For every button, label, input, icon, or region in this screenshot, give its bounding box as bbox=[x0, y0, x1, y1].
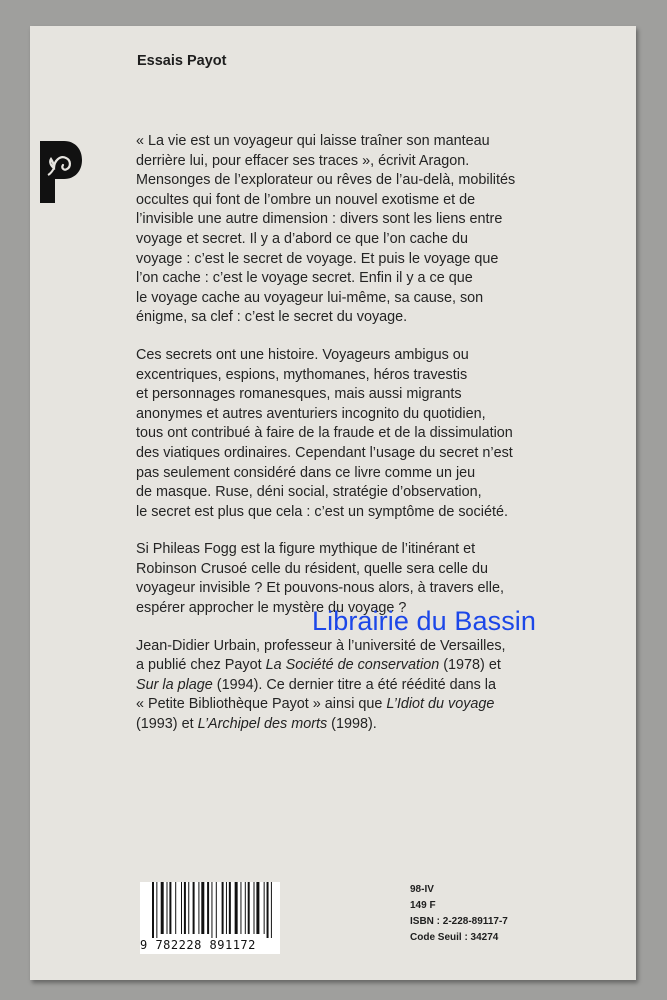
barcode-bar bbox=[271, 882, 272, 938]
barcode-bar bbox=[161, 882, 164, 934]
barcode-bar bbox=[248, 882, 250, 934]
text-segment: (1978) et bbox=[439, 657, 501, 674]
barcode-bar bbox=[229, 882, 231, 934]
text-line: voyageur invisible ? Et pouvons-nous alors, à travers elle, bbox=[136, 580, 504, 597]
text-line: Robinson Crusoé celle du résident, quelle sera celle du bbox=[136, 560, 488, 577]
barcode-bar bbox=[254, 882, 255, 934]
barcode-bar bbox=[240, 882, 241, 934]
text-line: l’on cache : c’est le voyage secret. Enfin il y a ce que bbox=[136, 270, 473, 287]
barcode bbox=[140, 882, 280, 954]
barcode-bar bbox=[167, 882, 168, 934]
edition-code: 98-IV bbox=[410, 884, 434, 895]
text-line bbox=[136, 656, 566, 676]
text-line: pas seulement considéré dans ce livre comme un jeu bbox=[136, 464, 476, 481]
price: 149 F bbox=[410, 900, 436, 911]
barcode-bar bbox=[235, 882, 238, 934]
barcode-bar bbox=[256, 882, 259, 934]
book-title: La Société de conservation bbox=[265, 657, 440, 674]
book-back-cover bbox=[30, 26, 636, 980]
barcode-bar bbox=[198, 882, 199, 934]
barcode-bar bbox=[169, 882, 171, 934]
barcode-bar bbox=[201, 882, 204, 934]
text-line: le voyage cache au voyageur lui-même, sa cause, son bbox=[136, 289, 484, 306]
text-segment: « Petite Bibliothèque Payot » ainsi que bbox=[136, 696, 387, 713]
text-segment: (1998). bbox=[327, 716, 377, 733]
barcode-bar bbox=[267, 882, 269, 938]
barcode-bar bbox=[184, 882, 186, 934]
text-segment: Jean-Didier Urbain, professeur à l’université de Versailles, bbox=[136, 637, 506, 654]
barcode-bar bbox=[207, 882, 209, 934]
book-title: L’Archipel des morts bbox=[197, 716, 328, 733]
text-line: excentriques, espions, mythomanes, héros travestis bbox=[136, 366, 468, 383]
text-line: tous ont contribué à faire de la fraude et de la dissimulation bbox=[136, 425, 513, 442]
text-segment: (1993) et bbox=[136, 716, 198, 733]
barcode-bar bbox=[222, 882, 224, 934]
payot-p-logo-icon bbox=[40, 141, 82, 203]
watermark-text: Librairie du Bassin bbox=[312, 606, 537, 636]
text-line: espérer approcher le mystère du voyage ? bbox=[136, 600, 407, 617]
barcode-bars bbox=[140, 882, 280, 940]
barcode-bar bbox=[264, 882, 265, 934]
barcode-bar bbox=[193, 882, 195, 934]
text-line: énigme, sa clef : c’est le secret du voyage. bbox=[136, 309, 408, 326]
blurb-text bbox=[136, 132, 566, 753]
text-line: des viatiques ordinaires. Cependant l’usage du secret n’est bbox=[136, 444, 513, 461]
text-line: « La vie est un voyageur qui laisse traîner son manteau bbox=[136, 133, 490, 149]
book-title: L’Idiot du voyage bbox=[386, 696, 495, 713]
barcode-bar bbox=[181, 882, 182, 934]
barcode-bar bbox=[211, 882, 212, 938]
author-paragraph bbox=[136, 637, 566, 735]
text-line: voyage : c’est le secret de voyage. Et puis le voyage que bbox=[136, 250, 499, 267]
text-line: Mensonges de l’explorateur ou rêves de l’au-delà, mobilités bbox=[136, 172, 516, 189]
text-line bbox=[136, 637, 566, 657]
series-title: Essais Payot bbox=[137, 53, 227, 69]
barcode-bar bbox=[226, 882, 227, 934]
text-line: Ces secrets ont une histoire. Voyageurs ambigus ou bbox=[136, 346, 469, 363]
text-segment: (1994). Ce dernier titre a été réédité dans la bbox=[212, 676, 496, 693]
barcode-bar bbox=[245, 882, 246, 934]
text-line: l’invisible une autre dimension : divers sont les liens entre bbox=[136, 211, 503, 228]
isbn: ISBN : 2-228-89117-7 bbox=[410, 916, 508, 927]
barcode-bar bbox=[175, 882, 176, 934]
book-title: Sur la plage bbox=[136, 676, 213, 693]
paragraph-2 bbox=[136, 346, 566, 522]
text-line: le secret est plus que cela : c’est un symptôme de société. bbox=[136, 503, 508, 520]
text-line bbox=[136, 715, 566, 735]
paragraph-1 bbox=[136, 132, 566, 328]
text-line bbox=[136, 695, 566, 715]
text-line: occultes qui font de l’ombre un nouvel exotisme et de bbox=[136, 191, 476, 208]
text-line: de masque. Ruse, déni social, stratégie d’observation, bbox=[136, 484, 482, 501]
text-line: et personnages romanesques, mais aussi migrants bbox=[136, 386, 462, 403]
barcode-bar bbox=[152, 882, 154, 938]
barcode-bar bbox=[216, 882, 217, 938]
barcode-bar bbox=[188, 882, 189, 934]
text-segment: a publié chez Payot bbox=[136, 657, 266, 674]
barcode-bar bbox=[156, 882, 157, 938]
text-line bbox=[136, 676, 566, 696]
barcode-digits: 9 782228 891172 bbox=[140, 938, 256, 952]
text-line: voyage et secret. Il y a d’abord ce que l’on cache du bbox=[136, 230, 468, 247]
text-line: derrière lui, pour effacer ses traces », écrivit Aragon. bbox=[136, 152, 470, 169]
price-info bbox=[410, 882, 508, 946]
text-line: Si Phileas Fogg est la figure mythique de l’itinérant et bbox=[136, 541, 476, 558]
text-line: anonymes et autres aventuriers incognito du quotidien, bbox=[136, 405, 486, 422]
code-seuil: Code Seuil : 34274 bbox=[410, 932, 499, 943]
